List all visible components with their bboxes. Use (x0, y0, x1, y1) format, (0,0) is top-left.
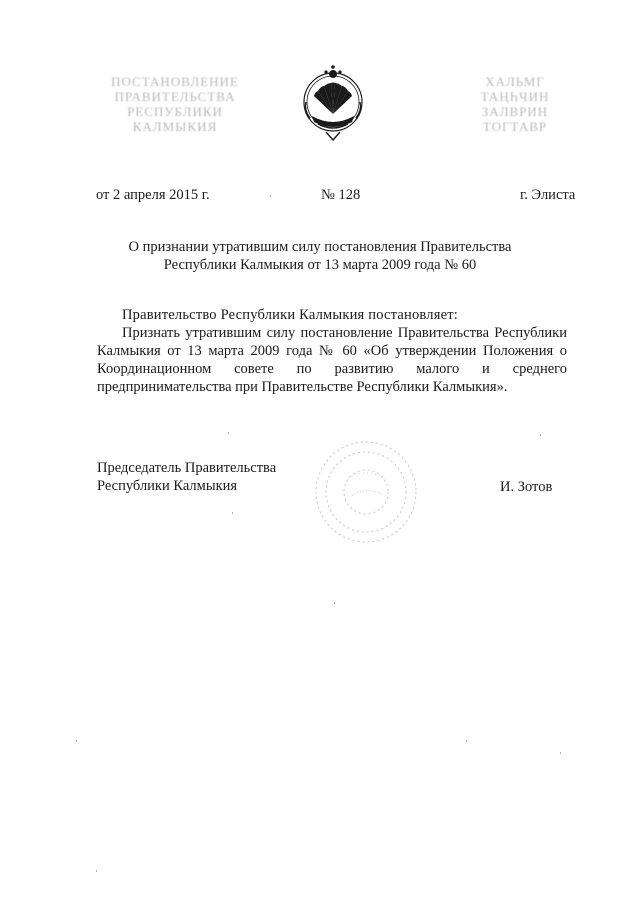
document-date: от 2 апреля 2015 г. (96, 187, 210, 203)
body-main-paragraph: Признать утратившим силу постановление Правительства Республики Калмыкия от 13 марта 2009 года № 60 «Об утверждении Положения о Координационном совете по развитию малого и среднего предпринимательства при Правительстве Республики Калмыкия». (97, 325, 567, 395)
document-city: г. Элиста (520, 187, 576, 203)
signature-name: И. Зотов (500, 479, 553, 495)
document-number: № 128 (321, 187, 361, 203)
header-right-block (470, 74, 560, 134)
header-left-line: ПРАВИТЕЛЬСТВА (114, 89, 236, 104)
document-title (80, 238, 560, 274)
scan-speck (76, 740, 77, 742)
document-meta-row (0, 187, 640, 205)
scan-speck (270, 195, 271, 197)
header-right-line: ТОГТАВР (482, 119, 548, 134)
scan-speck (96, 870, 97, 872)
header-left-line: ПОСТАНОВЛЕНИЕ (111, 74, 239, 89)
scan-speck (560, 752, 561, 754)
header-left-block (100, 74, 250, 134)
title-line: Республики Калмыкия от 13 марта 2009 года № 60 (163, 257, 477, 273)
body-intro: Правительство Республики Калмыкия постановляет: (122, 307, 458, 323)
scan-speck (540, 434, 541, 436)
header-right-line: ТАҢҺЧИН (480, 89, 550, 104)
document-body (97, 306, 567, 396)
signature-title (97, 459, 276, 495)
scan-speck (228, 432, 229, 434)
kalmykia-emblem-icon (300, 62, 366, 144)
header-left-line: КАЛМЫКИЯ (132, 119, 218, 134)
scan-speck (466, 740, 467, 742)
scan-speck (232, 512, 233, 514)
signature-title-line: Республики Калмыкия (97, 478, 238, 494)
header-right-line: ЗАЛВРИН (481, 104, 549, 119)
header-right-line: ХАЛЬМГ (485, 74, 545, 89)
official-stamp-icon (312, 438, 420, 546)
signature-title-line: Председатель Правительства (97, 460, 277, 476)
title-line: О признании утратившим силу постановления Правительства (128, 239, 512, 255)
header-left-line: РЕСПУБЛИКИ (127, 104, 223, 119)
scan-speck (334, 602, 335, 604)
